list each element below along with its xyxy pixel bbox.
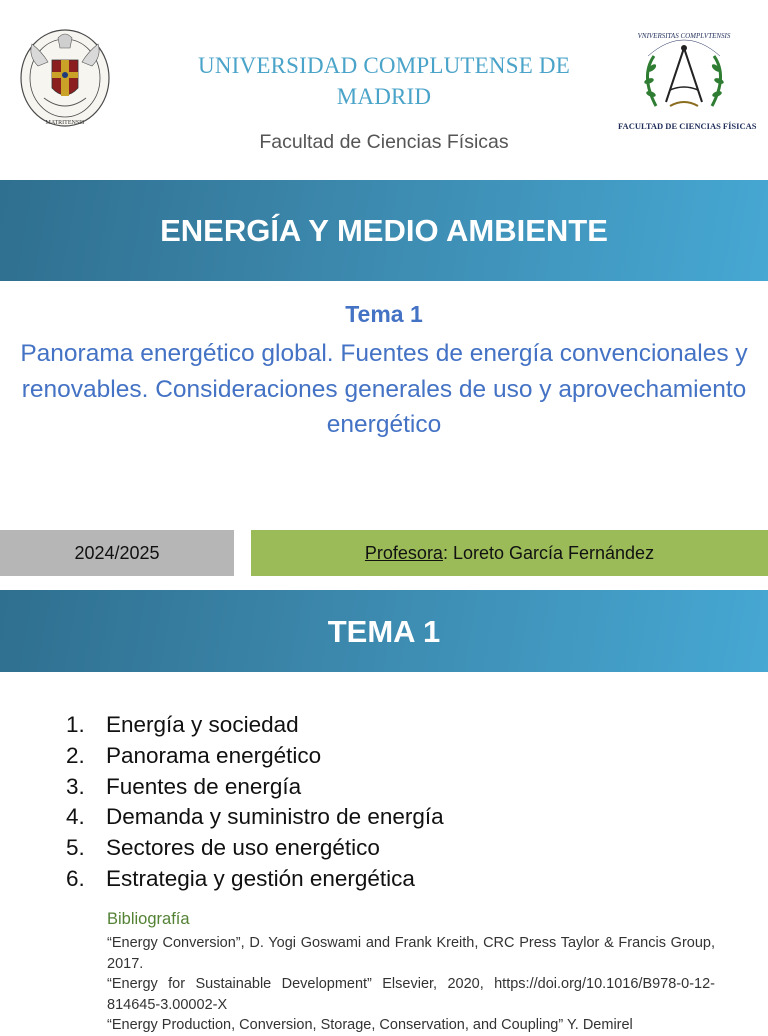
academic-year: 2024/2025 xyxy=(74,543,160,563)
bibliography-list xyxy=(107,933,715,1036)
bibliography-entry: “Energy Conversion”, D. Yogi Goswami and Frank Kreith, CRC Press Taylor & Francis Group, 2017. xyxy=(107,935,715,972)
professor-label: Profesora xyxy=(364,543,443,563)
bibliography-heading: Bibliografía xyxy=(107,910,190,928)
professor-name: : Loreto García Fernández xyxy=(442,543,655,563)
svg-text:MATRITENSIS: MATRITENSIS xyxy=(45,120,85,126)
list-item: 1. Energía y sociedad xyxy=(66,712,299,737)
faculty-physics-logo xyxy=(618,26,757,134)
svg-text:VNIVERSITAS COMPLVTENSIS: VNIVERSITAS COMPLVTENSIS xyxy=(637,32,731,40)
list-item: 4. Demanda y suministro de energía xyxy=(66,804,444,830)
contents-slide xyxy=(0,590,768,1034)
topic-list xyxy=(66,710,444,895)
list-item: 2. Panorama energético xyxy=(66,742,322,768)
professor-box xyxy=(251,530,768,576)
tema-description: Panorama energético global. Fuentes de energía convencionales y renovables. Consideraciones generales de uso y aprovechamiento energético xyxy=(20,340,748,438)
contents-title-banner: TEMA 1 xyxy=(0,590,768,672)
course-title-banner: ENERGÍA Y MEDIO AMBIENTE xyxy=(0,180,768,281)
tema-label: Tema 1 xyxy=(345,301,423,327)
faculty-name: Facultad de Ciencias Físicas xyxy=(259,131,509,153)
academic-year-box xyxy=(0,530,234,576)
faculty-logo-caption: FACULTAD DE CIENCIAS FÍSICAS xyxy=(618,121,757,131)
bibliography-entry: “Energy for Sustainable Development” Elsevier, 2020, https://doi.org/10.1016/B978-0-12-814645-3.00002-X xyxy=(107,976,715,1013)
complutense-seal-logo xyxy=(18,26,112,130)
list-item: 6. Estrategia y gestión energética xyxy=(66,865,415,891)
bibliography-entry: “Energy Production, Conversion, Storage, Conservation, and Coupling” Y. Demirel xyxy=(107,1017,633,1034)
list-item: 3. Fuentes de energía xyxy=(66,773,302,799)
list-item: 5. Sectores de uso energético xyxy=(66,835,380,861)
university-name: UNIVERSIDAD COMPLUTENSE DE MADRID xyxy=(198,53,570,109)
